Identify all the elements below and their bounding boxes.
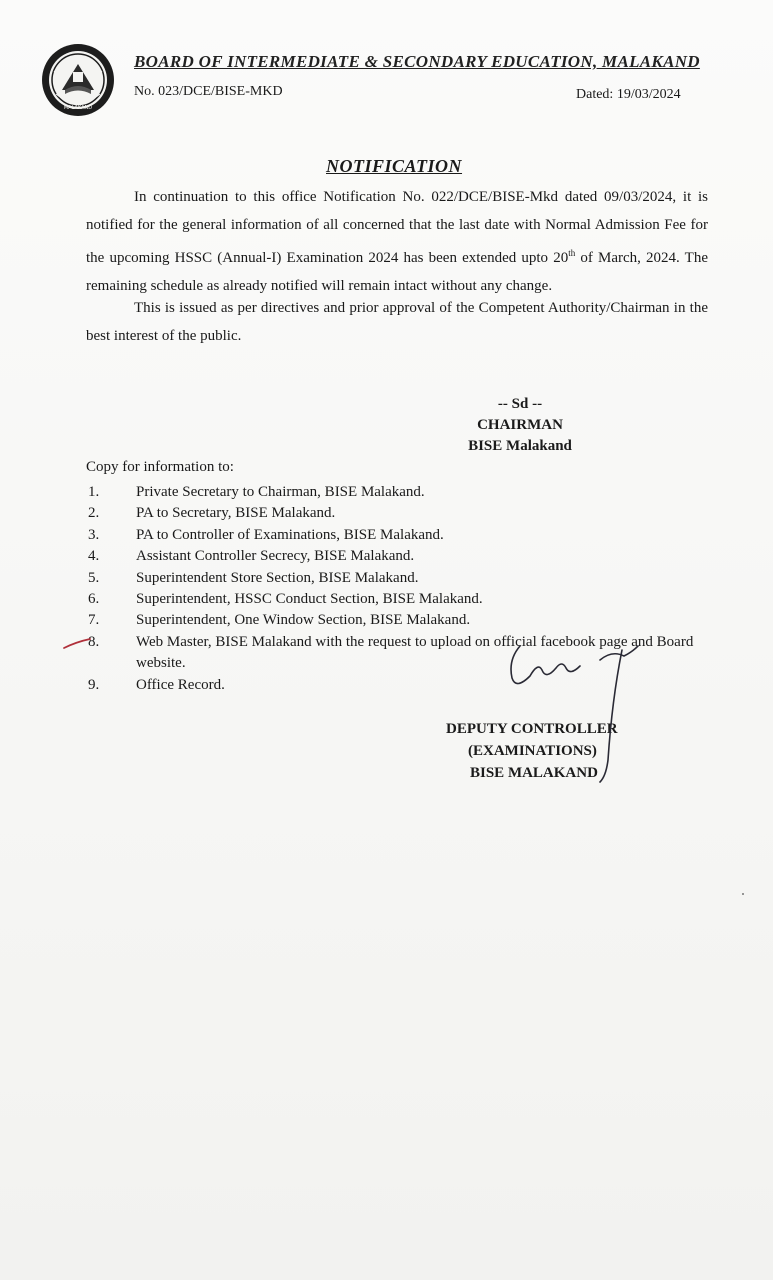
board-name-heading: BOARD OF INTERMEDIATE & SECONDARY EDUCATION, MALAKAND <box>134 52 700 71</box>
deputy-controller-signature-block <box>446 718 618 784</box>
copy-distribution-list <box>86 482 706 696</box>
list-item-text: Superintendent, HSSC Conduct Section, BISE Malakand. <box>136 591 483 608</box>
para1-text-end: of March, 2024. The remaining schedule as already notified will remain intact without any change. <box>86 250 708 294</box>
list-item <box>86 525 706 546</box>
para1-text-start: In continuation to this office Notification No. 022/DCE/BISE-Mkd dated 09/03/2024, it is notified for the general information of all concerned that the last date with Normal Admission Fee for the upcoming HSSC (Annual-I) Examination 2024 has been extended upto 20 <box>86 189 708 266</box>
list-item <box>86 589 706 610</box>
list-item <box>86 610 706 631</box>
list-item-text: Superintendent Store Section, BISE Malakand. <box>136 569 419 586</box>
notification-title: NOTIFICATION <box>326 156 463 176</box>
list-item <box>86 568 706 589</box>
list-item-number: 6. <box>88 591 100 608</box>
notification-paragraph-2: This is issued as per directives and prior approval of the Competent Authority/Chairman in the best interest of the public. <box>86 300 708 344</box>
list-item-number: 1. <box>88 484 100 500</box>
list-item-number: 9. <box>88 676 100 693</box>
deputy-org: BISE MALAKAND <box>470 765 598 781</box>
bise-malakand-seal-icon <box>40 42 116 118</box>
list-item-number: 3. <box>88 526 100 543</box>
list-item <box>86 632 706 675</box>
list-item-text: Private Secretary to Chairman, BISE Malakand. <box>136 484 425 500</box>
chairman-org: BISE Malakand <box>468 438 572 454</box>
list-item <box>86 482 706 503</box>
reference-number: No. 023/DCE/BISE-MKD <box>134 84 283 99</box>
list-item-text: PA to Controller of Examinations, BISE Malakand. <box>136 526 444 543</box>
list-item-number: 5. <box>88 569 100 586</box>
list-item-number: 8. <box>88 633 100 650</box>
copy-list-title: Copy for information to: <box>86 459 234 475</box>
issue-date: Dated: 19/03/2024 <box>576 87 681 102</box>
list-item <box>86 675 706 696</box>
list-item-text: Web Master, BISE Malakand with the request to upload on official facebook page and Board website. <box>136 633 694 672</box>
list-item-text: Assistant Controller Secrecy, BISE Malakand. <box>136 548 415 565</box>
chairman-title: CHAIRMAN <box>477 417 563 433</box>
list-item-number: 4. <box>88 548 100 565</box>
ordinal-superscript: th <box>568 248 576 258</box>
scan-speck <box>742 893 744 895</box>
deputy-department: (EXAMINATIONS) <box>468 743 597 759</box>
chairman-signature-block <box>430 394 610 457</box>
notification-paragraph-1 <box>86 183 708 300</box>
list-item-text: Office Record. <box>136 676 225 693</box>
list-item <box>86 503 706 524</box>
list-item-text: Superintendent, One Window Section, BISE Malakand. <box>136 612 471 629</box>
list-item <box>86 546 706 567</box>
deputy-title: DEPUTY CONTROLLER <box>446 721 618 737</box>
list-item-text: PA to Secretary, BISE Malakand. <box>136 505 336 522</box>
list-item-number: 2. <box>88 505 100 522</box>
seal-lettering: MALAKAND <box>63 105 93 111</box>
sd-mark: -- Sd -- <box>497 396 543 412</box>
list-item-number: 7. <box>88 612 100 629</box>
